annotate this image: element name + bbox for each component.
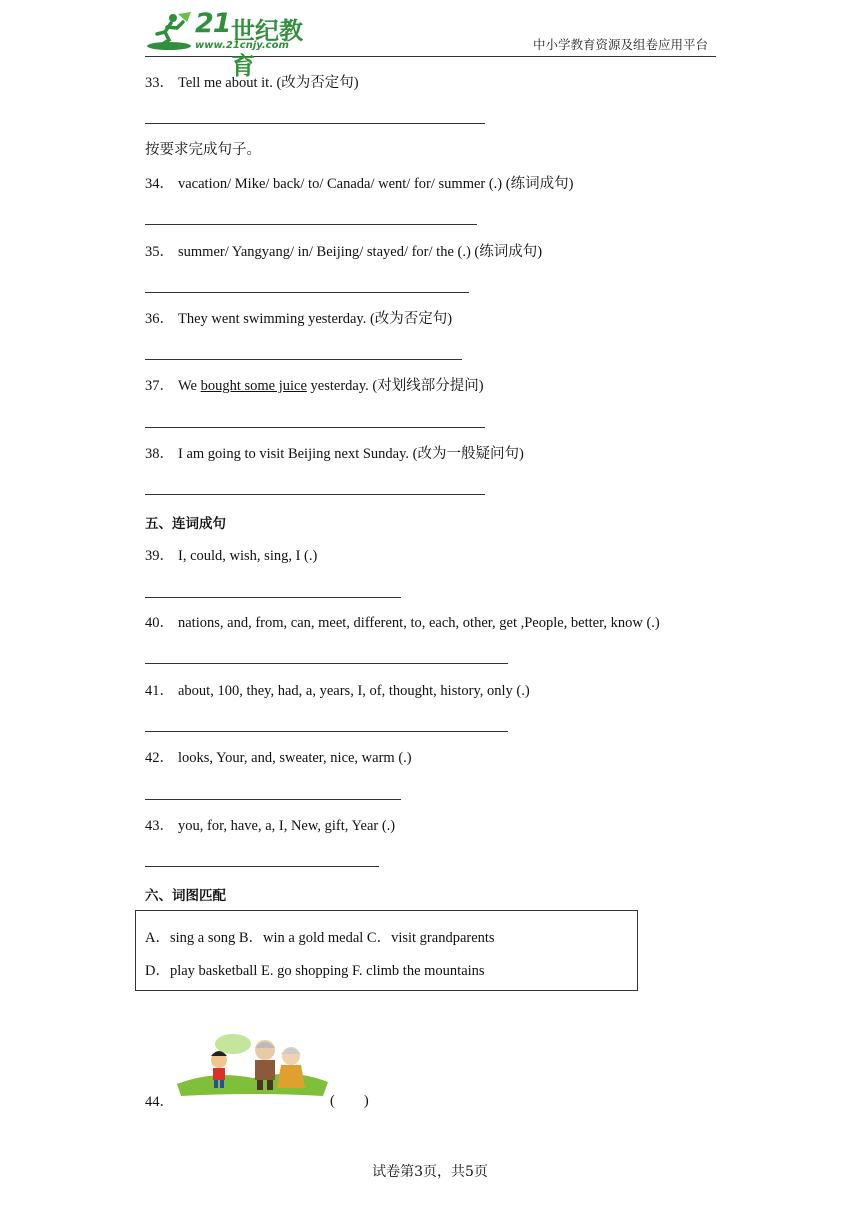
question-text: nations, and, from, can, meet, different, to, each, other, get ,People, better, know (.) [178,615,660,631]
question-number: 43． [145,818,174,834]
question-text: vacation/ Mike/ back/ to/ Canada/ went/ for/ summer (.) (练词成句) [178,176,574,192]
site-logo [145,8,315,80]
question-34 [145,175,573,193]
answer-line-41[interactable] [145,731,508,732]
page-header [145,8,716,80]
instruction-text: 按要求完成句子。 [145,142,261,158]
section-6-heading: 六、词图匹配 [145,888,226,904]
question-number: 42． [145,750,174,766]
question-text: about, 100, they, had, a, years, I, of, thought, history, only (.) [178,683,530,699]
platform-title: 中小学教育资源及组卷应用平台 [532,37,708,52]
question-number: 34． [145,176,174,192]
underlined-phrase: bought some juice [200,378,307,394]
page-footer: 试卷第3页，共5页 [372,1164,488,1180]
question-38 [145,445,524,463]
question-number: 33． [145,75,174,91]
question-number: 39． [145,548,174,564]
question-40 [145,614,660,632]
answer-line-37[interactable] [145,427,485,428]
answer-line-35[interactable] [145,292,469,293]
question-36 [145,310,452,328]
question-text: you, for, have, a, I, New, gift, Year (.) [178,818,396,834]
logo-url: www.21cnjy.com [195,40,289,51]
question-44-number: 44． [145,1094,174,1110]
question-text: looks, Your, and, sweater, nice, warm (.) [178,750,412,766]
answer-line-42[interactable] [145,799,401,800]
runner-icon [145,12,193,52]
question-42 [145,749,412,767]
question-text-pre: We [178,378,201,394]
answer-line-33[interactable] [145,123,485,124]
question-39 [145,547,317,565]
question-number: 36． [145,311,174,327]
question-text: They went swimming yesterday. (改为否定句) [178,311,453,327]
section-5-heading: 五、连词成句 [145,516,226,532]
question-33 [145,74,359,92]
question-number: 35． [145,244,174,260]
question-number: 38． [145,446,174,462]
question-43 [145,817,395,835]
answer-line-36[interactable] [145,359,462,360]
question-41 [145,682,530,700]
visit-grandparents-picture [173,1032,330,1098]
answer-line-38[interactable] [145,494,485,495]
question-number: 40． [145,615,174,631]
question-text: I am going to visit Beijing next Sunday. (改为一般疑问句) [178,446,524,462]
logo-number: 21 [195,8,231,39]
question-text: Tell me about it. (改为否定句) [178,75,359,91]
options-row-2: D．play basketball E. go shopping F. climb the mountains [145,963,485,979]
question-text-post: yesterday. (对划线部分提问) [306,378,484,394]
question-37 [145,377,484,395]
options-row-1: A．sing a song B．win a gold medal C．visit grandparents [145,930,495,946]
answer-line-43[interactable] [145,866,379,867]
question-text: I, could, wish, sing, I (.) [178,548,318,564]
answer-parentheses-44[interactable]: ( ) [330,1093,369,1109]
logo-chinese: 世纪教育 [231,17,303,80]
question-text: summer/ Yangyang/ in/ Beijing/ stayed/ for/ the (.) (练词成句) [178,244,543,260]
answer-line-39[interactable] [145,597,401,598]
question-35 [145,243,542,261]
question-number: 37． [145,378,174,394]
options-box [135,910,638,991]
answer-line-40[interactable] [145,663,508,664]
answer-line-34[interactable] [145,224,477,225]
question-number: 41． [145,683,174,699]
